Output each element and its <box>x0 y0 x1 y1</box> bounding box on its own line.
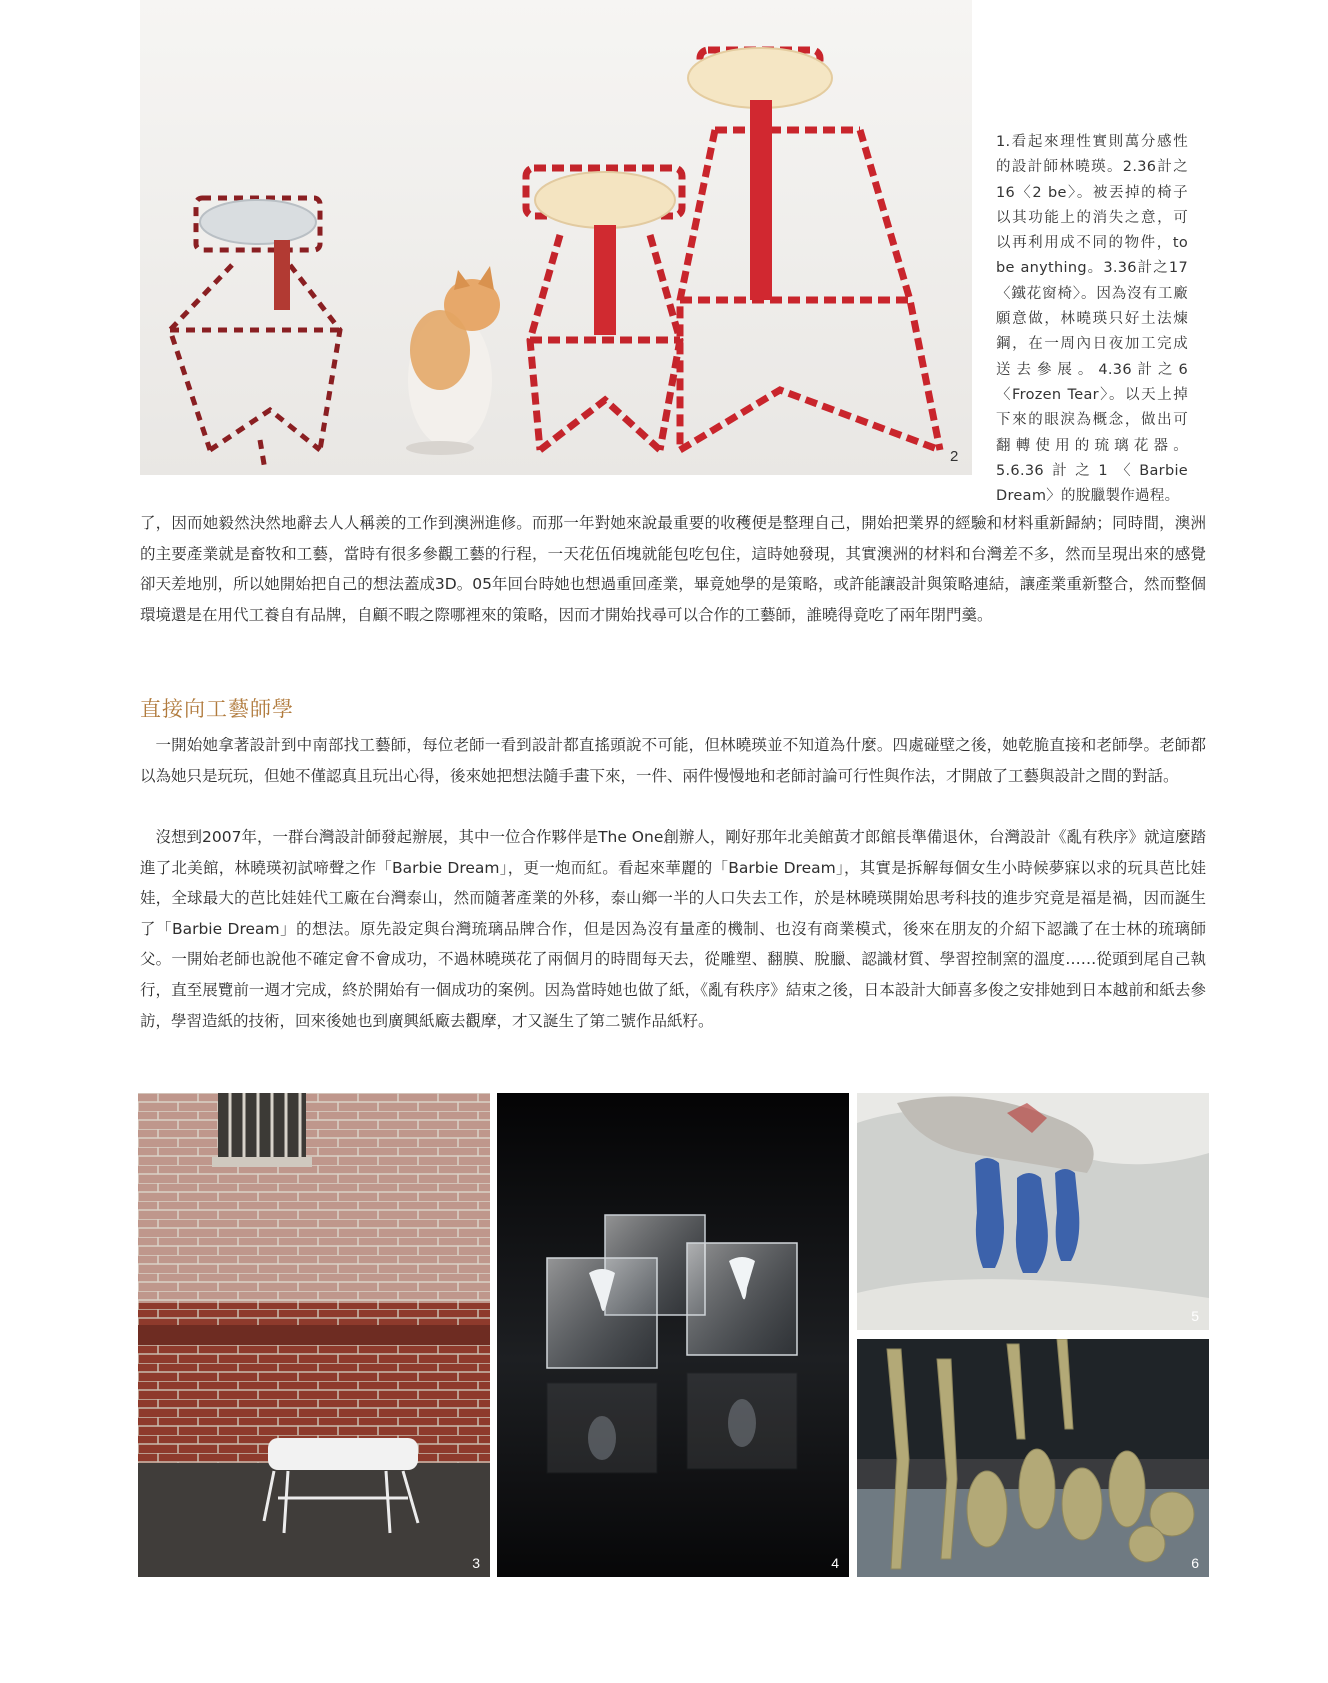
photo-number-4: 4 <box>831 1555 839 1571</box>
photo-barbie-dream-casting <box>857 1093 1209 1330</box>
photo-caption: 1.看起來理性實則萬分感性的設計師林曉瑛。2.36計之16〈2 be〉。被丟掉的椅子以其功能上的消失之意，可以再利用成不同的物件，to be anything。3.36計之17〈鐵花窗椅〉。因為沒有工廠願意做，林曉瑛只好土法煉鋼，在一周內日夜加工完成送去參展。4.36計之6〈Frozen Tear〉。以天上掉下來的眼淚為概念，做出可翻轉使用的琉璃花器。5.6.36計之1〈Barbie Dream〉的脫臘製作過程。 <box>996 134 1188 505</box>
photo-number-5: 5 <box>1191 1308 1199 1324</box>
article-paragraph-3: 沒想到2007年，一群台灣設計師發起辦展，其中一位合作夥伴是The One創辦人，剛好那年北美館黃才郎館長準備退休，台灣設計《亂有秩序》就這麼踏進了北美館，林曉瑛初試啼聲之作「Barbie Dream」，更一炮而紅。看起來華麗的「Barbie Dream」，其實是拆解每個女生小時候夢寐以求的玩具芭比娃娃，全球最大的芭比娃娃代工廠在台灣泰山，然而隨著產業的外移，泰山鄉一半的人口失去工作，於是林曉瑛開始思考科技的進步究竟是福是禍，因而誕生了「Barbie Dream」的想法。原先設定與台灣琉璃品牌合作，但是因為沒有量產的機制、也沒有商業模式，後來在朋友的介紹下認識了在士林的琉璃師父。一開始老師也說他不確定會不會成功，不過林曉瑛花了兩個月的時間每天去，從雕塑、翻膜、脫臘、認識材質、學習控制窯的溫度……從頭到尾自己執行，直至展覽前一週才完成，終於開始有一個成功的案例。因為當時她也做了紙，《亂有秩序》結束之後，日本設計大師喜多俊之安排她到日本越前和紙去參訪，學習造紙的技術，回來後她也到廣興紙廠去觀摩，才又誕生了第二號作品紙籽。 <box>140 828 1206 1030</box>
photo-barbie-wax-parts <box>857 1339 1209 1577</box>
photo-number-3: 3 <box>472 1555 480 1571</box>
photo-number-2: 2 <box>950 448 959 465</box>
article-paragraph-1: 了，因而她毅然決然地辭去人人稱羨的工作到澳洲進修。而那一年對她來說最重要的收穫便是整理自己，開始把業界的經驗和材料重新歸納；同時間，澳洲的主要產業就是畜牧和工藝，當時有很多參觀工藝的行程，一天花伍佰塊就能包吃包住，這時她發現，其實澳洲的材料和台灣差不多，然而呈現出來的感覺卻天差地別，所以她開始把自己的想法蓋成3D。05年回台時她也想過重回產業，畢竟她學的是策略，或許能讓設計與策略連結，讓產業重新整合，然而整個環境還是在用代工養自有品牌，自顧不暇之際哪裡來的策略，因而才開始找尋可以合作的工藝師，誰曉得竟吃了兩年閉門羹。 <box>140 514 1206 624</box>
photo-frozen-tear-cubes <box>497 1093 849 1577</box>
article-paragraph-2: 一開始她拿著設計到中南部找工藝師，每位老師一看到設計都直搖頭說不可能，但林曉瑛並不知道為什麼。四處碰壁之後，她乾脆直接和老師學。老師都以為她只是玩玩，但她不僅認真且玩出心得，後來她把想法隨手畫下來，一件、兩件慢慢地和老師討論可行性與作法，才開啟了工藝與設計之間的對話。 <box>140 736 1206 785</box>
photo-number-6: 6 <box>1191 1555 1199 1571</box>
photo-stools-and-cat <box>140 0 972 475</box>
section-heading: 直接向工藝師學 <box>140 697 294 721</box>
photo-iron-window-bench <box>138 1093 490 1577</box>
